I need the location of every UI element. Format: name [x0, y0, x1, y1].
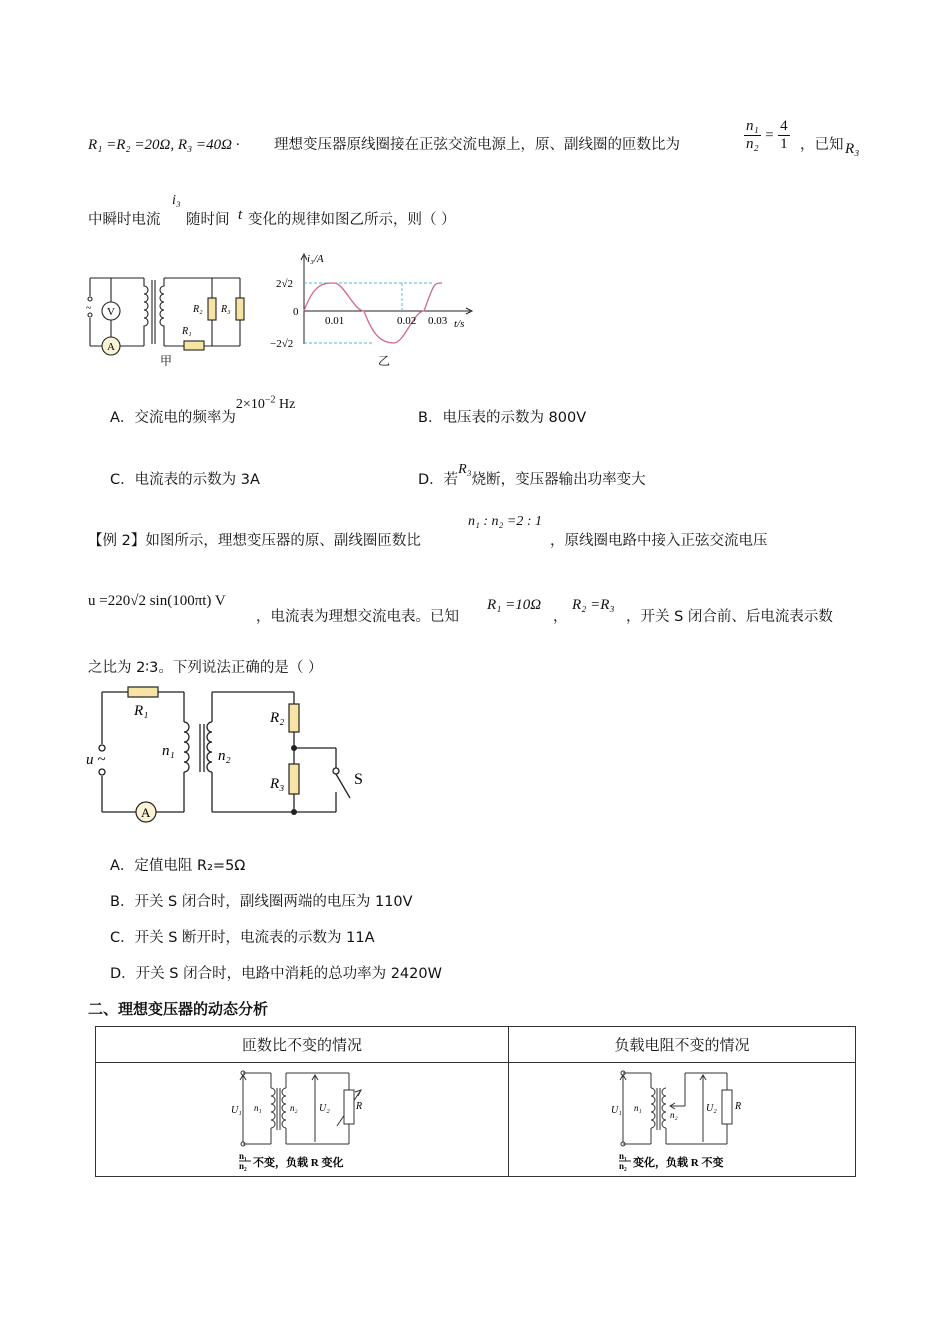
option-d-r3: R₃: [458, 462, 472, 477]
caption-frac-num: n₁: [619, 1150, 627, 1161]
graph-xlabel: t/s: [454, 318, 465, 330]
r-label: R: [356, 1100, 363, 1112]
ratio-denominator: n₂: [746, 136, 759, 152]
fig-u-label: u ~: [86, 752, 106, 768]
option-d-text-a: D．若: [418, 472, 459, 488]
q1-stem-part1: 理想变压器原线圈接在正弦交流电源上，原、副线圈的匝数比为: [274, 137, 680, 153]
dynamic-analysis-table: [95, 1026, 856, 1177]
option-d-text-b: 烧断，变压器输出功率变大: [471, 472, 646, 488]
graph-xtick: 0.01: [325, 315, 345, 327]
n2-label: n₂: [670, 1109, 678, 1120]
figure-yi-current-graph: [262, 248, 482, 350]
svg-text:~: ~: [86, 303, 92, 314]
caption-frac-den: n₂: [239, 1160, 247, 1171]
r3-symbol: R₃: [845, 141, 860, 157]
q1-option-b[interactable]: B．电压表的示数为 800V: [418, 410, 587, 426]
option-a-text: A．交流电的频率为: [110, 410, 236, 426]
fixed-ratio-diagram: [231, 1066, 367, 1171]
fig-n1-label: n₁: [162, 743, 175, 759]
col1-caption: 不变，负载 R 变化: [253, 1156, 344, 1169]
q2-separator: ，: [553, 609, 568, 625]
fig-r3-label: R₃: [270, 776, 285, 792]
svg-text:R₃: R₃: [221, 304, 231, 315]
u1-label: U₁: [611, 1104, 622, 1116]
graph-xtick: 0.02: [397, 315, 417, 327]
option-a-math: 2×10: [235, 397, 265, 412]
fig-switch-label: S: [354, 771, 363, 788]
q2-circuit-figure: [84, 680, 384, 830]
ammeter-label: A: [141, 805, 151, 820]
svg-text:R₁: R₁: [182, 326, 192, 337]
q2-mid2: ，开关 S 闭合前、后电流表示数: [626, 609, 833, 625]
q1-option-c[interactable]: C．电流表的示数为 3A: [110, 472, 260, 488]
i3-symbol: i₃: [172, 193, 181, 208]
col2-caption: 变化，负载 R 不变: [633, 1156, 724, 1169]
col2-diagram-cell: [509, 1063, 856, 1177]
col1-diagram-cell: [96, 1063, 509, 1177]
q2-turns-ratio: n₁ : n₂ =2 : 1: [468, 514, 543, 529]
q2-option-d[interactable]: D．开关 S 闭合时，电路中消耗的总功率为 2420W: [110, 966, 442, 982]
col1-header: 匝数比不变的情况: [96, 1027, 509, 1063]
u1-label: U₁: [231, 1104, 242, 1116]
fig-n2-label: n₂: [218, 748, 231, 764]
option-a-exponent: −2: [264, 394, 276, 406]
q2-tail: 之比为 2∶3。下列说法正确的是（ ）: [88, 660, 323, 676]
caption-frac-den: n₂: [619, 1160, 627, 1171]
q2-mid1: ，电流表为理想交流电表。已知: [256, 609, 459, 625]
q2-option-b[interactable]: B．开关 S 闭合时，副线圈两端的电压为 110V: [110, 894, 413, 910]
q1-stem-part3b: 随时间: [186, 212, 230, 228]
current-sine-curve: [304, 283, 442, 343]
q2-option-a[interactable]: A．定值电阻 R₂=5Ω: [110, 858, 246, 874]
figure-yi-label: 乙: [378, 354, 391, 368]
section2-title: 二、理想变压器的动态分析: [88, 1000, 269, 1018]
graph-ytick-bottom: −2√2: [270, 338, 294, 350]
caption-frac-num: n₁: [239, 1150, 247, 1161]
n1-label: n₁: [634, 1102, 642, 1113]
u2-label: U₂: [319, 1102, 330, 1114]
q2-option-c[interactable]: C．开关 S 断开时，电流表的示数为 11A: [110, 930, 375, 946]
q2-head2: ，原线圈电路中接入正弦交流电压: [550, 533, 768, 549]
given-resistances: R₁ =R₂ =20Ω, R₃ =40Ω ·: [88, 137, 240, 153]
q2-r2-equals-r3: R₂ =R₃: [572, 597, 615, 613]
graph-ylabel: i₃/A: [307, 253, 324, 265]
u2-label: U₂: [706, 1102, 717, 1114]
fig-r1-label: R₁: [134, 703, 149, 719]
q1-stem-part3a: 中瞬时电流: [88, 212, 161, 228]
graph-ytick-top: 2√2: [276, 278, 294, 290]
ratio-numerator: n₁: [746, 118, 759, 134]
graph-xtick: 0.03: [428, 315, 448, 327]
q1-stem-part3c: 变化的规律如图乙所示，则（ ）: [248, 212, 456, 228]
col2-header: 负载电阻不变的情况: [509, 1027, 856, 1063]
r-label: R: [735, 1100, 742, 1112]
n1-label: n₁: [254, 1102, 262, 1113]
q1-stem-part2: ，已知: [800, 137, 844, 153]
q2-voltage-expression: u =220√2 sin(100πt) V: [88, 593, 226, 609]
ratio-value-den: 1: [780, 136, 788, 152]
q2-head: 【例 2】如图所示，理想变压器的原、副线圈匝数比: [88, 533, 421, 549]
fig-r2-label: R₂: [270, 710, 285, 726]
svg-text:A: A: [107, 341, 115, 353]
graph-ytick-zero: 0: [293, 306, 299, 318]
n2-label: n₂: [290, 1102, 298, 1113]
svg-text:R₂: R₂: [193, 304, 203, 315]
figure-jia-label: 甲: [160, 354, 173, 368]
ratio-value-num: 4: [780, 118, 788, 134]
svg-text:V: V: [107, 306, 115, 318]
option-a-unit: Hz: [278, 397, 296, 412]
q2-r1-value: R₁ =10Ω: [487, 597, 542, 613]
ratio-equals: =: [765, 127, 774, 144]
fixed-load-diagram: [611, 1066, 747, 1171]
turns-ratio-formula: [744, 118, 790, 153]
t-symbol: t: [238, 207, 243, 223]
q1-option-d[interactable]: [418, 462, 646, 489]
